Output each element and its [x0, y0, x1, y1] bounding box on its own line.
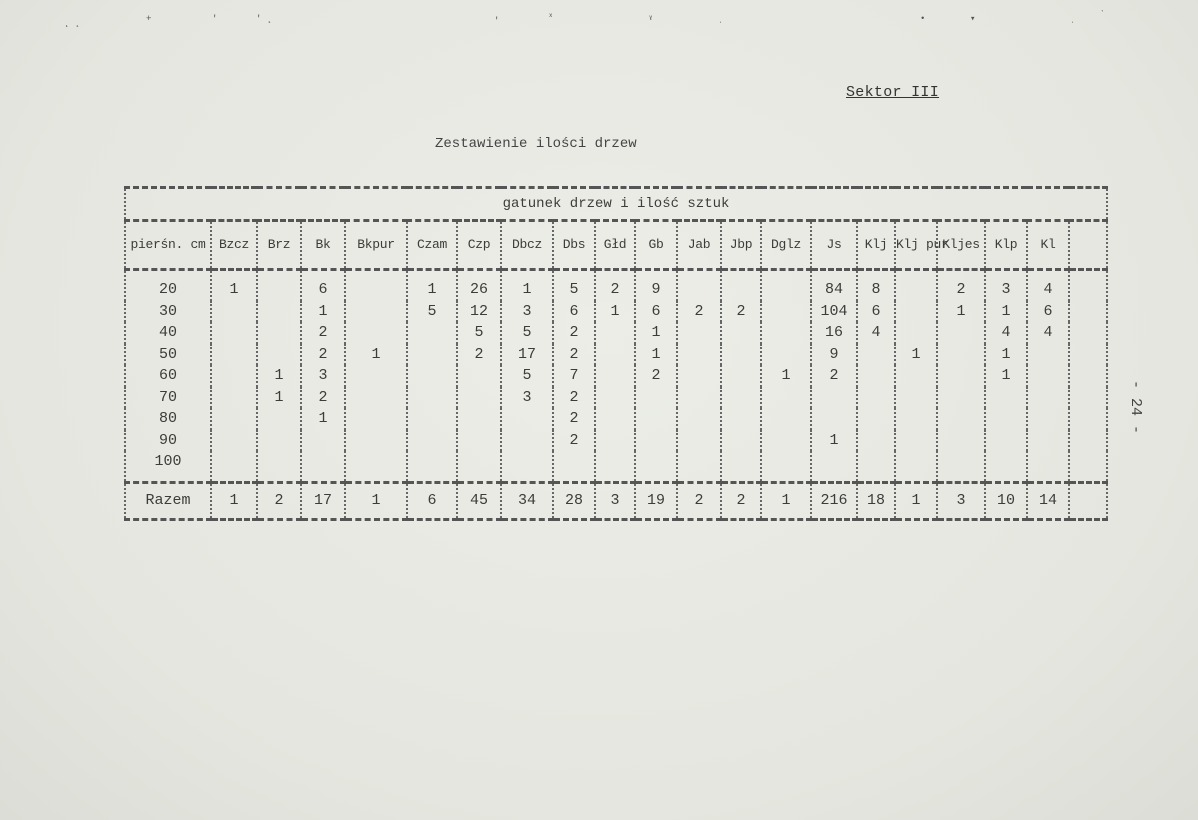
table-cell: 1: [407, 270, 457, 301]
table-cell: [1027, 344, 1069, 366]
table-cell: [345, 301, 407, 323]
table-cell: [211, 451, 257, 482]
total-cell: 1: [761, 482, 811, 519]
table-cell: [301, 430, 345, 452]
column-header: Klj: [857, 221, 895, 270]
table-cell: 9: [811, 344, 857, 366]
tree-count-table: [124, 186, 1108, 521]
table-cell: 2: [553, 408, 595, 430]
table-cell: [721, 430, 761, 452]
table-cell: 2: [595, 270, 635, 301]
table-cell: [595, 408, 635, 430]
total-cell: 2: [257, 482, 301, 519]
table-cell: [407, 344, 457, 366]
table-cell: [677, 408, 721, 430]
table-cell: 1: [895, 344, 937, 366]
table-row: [125, 322, 1107, 344]
column-header: Dglz: [761, 221, 811, 270]
row-spacer: [1069, 430, 1107, 452]
column-header: Jbp: [721, 221, 761, 270]
table-cell: [345, 451, 407, 482]
table-cell: [857, 387, 895, 409]
data-table: [124, 186, 1108, 521]
sector-label: Sektor III: [846, 84, 940, 101]
table-cell: 1: [937, 301, 985, 323]
table-cell: [721, 387, 761, 409]
table-cell: [1027, 365, 1069, 387]
table-cell: [761, 451, 811, 482]
table-cell: [761, 408, 811, 430]
table-cell: 26: [457, 270, 501, 301]
table-cell: [985, 451, 1027, 482]
table-cell: 2: [721, 301, 761, 323]
table-cell: [257, 408, 301, 430]
total-cell: 19: [635, 482, 677, 519]
table-cell: [595, 451, 635, 482]
table-cell: [857, 430, 895, 452]
column-header: Bk: [301, 221, 345, 270]
table-cell: 4: [857, 322, 895, 344]
row-spacer: [1069, 365, 1107, 387]
table-cell: [761, 270, 811, 301]
column-header: Kljes: [937, 221, 985, 270]
table-cell: [857, 451, 895, 482]
table-cell: 2: [301, 322, 345, 344]
table-cell: [895, 270, 937, 301]
column-header-row: [125, 221, 1107, 270]
row-spacer: [1069, 301, 1107, 323]
table-cell: [211, 301, 257, 323]
row-spacer: [1069, 408, 1107, 430]
total-cell: 2: [721, 482, 761, 519]
table-cell: 9: [635, 270, 677, 301]
table-cell: [677, 430, 721, 452]
table-cell: 3: [301, 365, 345, 387]
table-cell: 3: [501, 301, 553, 323]
document-page: ˛ ˛ + ' ' ˛ ' ˣ ˠ ˌ • ▾ ˌ ˋ Sektor III Zestawienie ilości drzew - 24 - gatunek drzew i ilość sztuk pierśn. cm Bzcz Brz Bk Bkpur Czam Czp Dbcz Dbs Głd Gb Jab Jbp Dglz Js Klj Klj pur Kljes Klp Kl 20 1 6 1 26 1 5 2 9 84 8 2 3 4 30 1 5 12 3 6 1 6 2 2 104 6 1 1 6 40 2 5 5 2 1 16 4 4 4 50 2 1 2 17 2 1 9 1 1 60 1 3 5 7 2 1 2 1 70 1 2 3 2 80 1 2 90 2 1 100 Razem 1 2 17 1 6 45 34 28 3 19 2 2 1 216 18 1 3 10 14: [0, 0, 1198, 820]
row-label: 40: [125, 322, 211, 344]
table-cell: [635, 451, 677, 482]
column-header: Klj pur: [895, 221, 937, 270]
table-row: [125, 344, 1107, 366]
row-spacer: [1069, 451, 1107, 482]
total-cell: 1: [345, 482, 407, 519]
table-cell: [257, 430, 301, 452]
table-cell: [857, 408, 895, 430]
group-header: gatunek drzew i ilość sztuk: [125, 188, 1107, 221]
table-cell: [211, 344, 257, 366]
table-cell: [677, 322, 721, 344]
table-cell: [211, 365, 257, 387]
table-cell: 5: [407, 301, 457, 323]
table-cell: 5: [457, 322, 501, 344]
table-cell: [457, 408, 501, 430]
table-cell: 3: [501, 387, 553, 409]
table-cell: 1: [761, 365, 811, 387]
table-cell: [721, 365, 761, 387]
total-cell: 216: [811, 482, 857, 519]
table-cell: [937, 344, 985, 366]
total-cell: 14: [1027, 482, 1069, 519]
table-cell: 5: [553, 270, 595, 301]
table-cell: [937, 387, 985, 409]
table-cell: [501, 408, 553, 430]
table-cell: [595, 365, 635, 387]
column-header: Czam: [407, 221, 457, 270]
column-header: Js: [811, 221, 857, 270]
table-cell: 1: [635, 344, 677, 366]
column-header: Bkpur: [345, 221, 407, 270]
table-cell: [677, 387, 721, 409]
row-label: 30: [125, 301, 211, 323]
table-cell: [811, 408, 857, 430]
table-cell: 4: [1027, 270, 1069, 301]
table-cell: [407, 322, 457, 344]
table-cell: 2: [457, 344, 501, 366]
table-cell: 2: [301, 344, 345, 366]
column-header: Kl: [1027, 221, 1069, 270]
table-cell: [677, 270, 721, 301]
table-cell: [501, 451, 553, 482]
table-cell: 1: [985, 365, 1027, 387]
table-cell: [345, 322, 407, 344]
table-row: [125, 387, 1107, 409]
total-cell: 6: [407, 482, 457, 519]
table-cell: [457, 365, 501, 387]
table-cell: [895, 322, 937, 344]
table-cell: 8: [857, 270, 895, 301]
table-cell: 3: [985, 270, 1027, 301]
table-cell: [595, 322, 635, 344]
total-cell: 3: [595, 482, 635, 519]
table-cell: [895, 365, 937, 387]
table-cell: 4: [1027, 322, 1069, 344]
column-header: Czp: [457, 221, 501, 270]
total-cell: 17: [301, 482, 345, 519]
table-cell: [761, 322, 811, 344]
table-cell: [721, 408, 761, 430]
table-cell: [895, 387, 937, 409]
table-cell: [937, 408, 985, 430]
row-spacer: [1069, 322, 1107, 344]
table-cell: [635, 408, 677, 430]
total-cell: 28: [553, 482, 595, 519]
total-spacer: [1069, 482, 1107, 519]
table-cell: [211, 430, 257, 452]
table-cell: [1027, 408, 1069, 430]
table-cell: [211, 322, 257, 344]
table-cell: [457, 387, 501, 409]
table-cell: [937, 322, 985, 344]
table-cell: 2: [553, 344, 595, 366]
table-cell: 17: [501, 344, 553, 366]
table-cell: [457, 430, 501, 452]
table-cell: 1: [345, 344, 407, 366]
table-cell: [811, 387, 857, 409]
table-cell: [635, 387, 677, 409]
table-cell: [677, 365, 721, 387]
table-cell: [985, 430, 1027, 452]
table-cell: 104: [811, 301, 857, 323]
row-label: 60: [125, 365, 211, 387]
table-cell: [257, 270, 301, 301]
total-cell: 18: [857, 482, 895, 519]
table-cell: [761, 301, 811, 323]
total-row: [125, 482, 1107, 519]
column-header: Dbs: [553, 221, 595, 270]
table-cell: 1: [985, 344, 1027, 366]
table-cell: [457, 451, 501, 482]
table-cell: [895, 301, 937, 323]
table-cell: [1027, 451, 1069, 482]
table-cell: [1027, 387, 1069, 409]
row-label: 20: [125, 270, 211, 301]
table-cell: [345, 387, 407, 409]
table-cell: 2: [677, 301, 721, 323]
table-cell: [895, 408, 937, 430]
table-cell: [345, 270, 407, 301]
table-cell: [677, 451, 721, 482]
total-cell: 1: [211, 482, 257, 519]
row-label: 90: [125, 430, 211, 452]
table-cell: [677, 344, 721, 366]
table-cell: 1: [301, 408, 345, 430]
table-cell: 2: [635, 365, 677, 387]
table-cell: 6: [1027, 301, 1069, 323]
total-cell: 2: [677, 482, 721, 519]
table-cell: [407, 451, 457, 482]
table-cell: [721, 344, 761, 366]
row-spacer: [1069, 344, 1107, 366]
row-label: 100: [125, 451, 211, 482]
table-cell: 2: [553, 387, 595, 409]
table-cell: [407, 408, 457, 430]
table-cell: [761, 344, 811, 366]
table-cell: [595, 430, 635, 452]
table-cell: 1: [501, 270, 553, 301]
table-cell: 12: [457, 301, 501, 323]
table-cell: 2: [937, 270, 985, 301]
table-cell: [895, 451, 937, 482]
row-spacer: [1069, 270, 1107, 301]
table-cell: 1: [301, 301, 345, 323]
table-cell: 1: [811, 430, 857, 452]
total-cell: 45: [457, 482, 501, 519]
table-cell: [345, 408, 407, 430]
total-cell: 10: [985, 482, 1027, 519]
table-cell: [257, 344, 301, 366]
total-label: Razem: [125, 482, 211, 519]
table-cell: [761, 430, 811, 452]
row-label: 50: [125, 344, 211, 366]
table-cell: 1: [595, 301, 635, 323]
table-cell: [257, 451, 301, 482]
total-cell: 3: [937, 482, 985, 519]
table-body: [125, 270, 1107, 520]
table-cell: 1: [635, 322, 677, 344]
row-spacer: [1069, 387, 1107, 409]
table-cell: 84: [811, 270, 857, 301]
document-title: Zestawienie ilości drzew: [435, 136, 637, 152]
table-cell: [857, 365, 895, 387]
table-row: [125, 451, 1107, 482]
table-cell: [211, 387, 257, 409]
table-row: [125, 430, 1107, 452]
table-cell: 6: [301, 270, 345, 301]
table-cell: 2: [811, 365, 857, 387]
table-cell: [811, 451, 857, 482]
table-cell: 6: [635, 301, 677, 323]
table-cell: [407, 365, 457, 387]
column-header: Bzcz: [211, 221, 257, 270]
table-cell: 4: [985, 322, 1027, 344]
table-cell: [1027, 430, 1069, 452]
page-number: - 24 -: [1127, 380, 1144, 435]
row-label: 70: [125, 387, 211, 409]
table-cell: 16: [811, 322, 857, 344]
table-cell: [895, 430, 937, 452]
table-cell: [345, 365, 407, 387]
table-cell: [937, 430, 985, 452]
table-cell: [553, 451, 595, 482]
table-cell: [985, 387, 1027, 409]
table-cell: [595, 344, 635, 366]
table-cell: 1: [257, 387, 301, 409]
table-cell: [761, 387, 811, 409]
table-cell: 6: [553, 301, 595, 323]
column-spacer: [1069, 221, 1107, 270]
table-cell: 2: [553, 322, 595, 344]
table-cell: 1: [211, 270, 257, 301]
column-header: Jab: [677, 221, 721, 270]
table-cell: [721, 322, 761, 344]
table-row: [125, 301, 1107, 323]
table-cell: [937, 451, 985, 482]
table-row: [125, 365, 1107, 387]
table-cell: [721, 451, 761, 482]
row-label: 80: [125, 408, 211, 430]
table-cell: [407, 387, 457, 409]
table-cell: [635, 430, 677, 452]
table-cell: 6: [857, 301, 895, 323]
table-cell: [211, 408, 257, 430]
table-cell: [407, 430, 457, 452]
column-header: Gb: [635, 221, 677, 270]
table-cell: 1: [257, 365, 301, 387]
table-cell: [937, 365, 985, 387]
table-cell: [301, 451, 345, 482]
table-cell: 2: [553, 430, 595, 452]
table-cell: [257, 322, 301, 344]
table-cell: [501, 430, 553, 452]
table-cell: 5: [501, 322, 553, 344]
first-column-header: pierśn. cm: [125, 221, 211, 270]
column-header: Klp: [985, 221, 1027, 270]
total-cell: 34: [501, 482, 553, 519]
table-cell: [595, 387, 635, 409]
table-cell: [985, 408, 1027, 430]
table-row: [125, 408, 1107, 430]
table-cell: [257, 301, 301, 323]
column-header: Dbcz: [501, 221, 553, 270]
table-cell: [345, 430, 407, 452]
table-row: [125, 270, 1107, 301]
table-cell: [857, 344, 895, 366]
table-cell: 5: [501, 365, 553, 387]
total-cell: 1: [895, 482, 937, 519]
table-cell: 7: [553, 365, 595, 387]
table-cell: 2: [301, 387, 345, 409]
table-cell: [721, 270, 761, 301]
column-header: Głd: [595, 221, 635, 270]
table-cell: 1: [985, 301, 1027, 323]
column-header: Brz: [257, 221, 301, 270]
